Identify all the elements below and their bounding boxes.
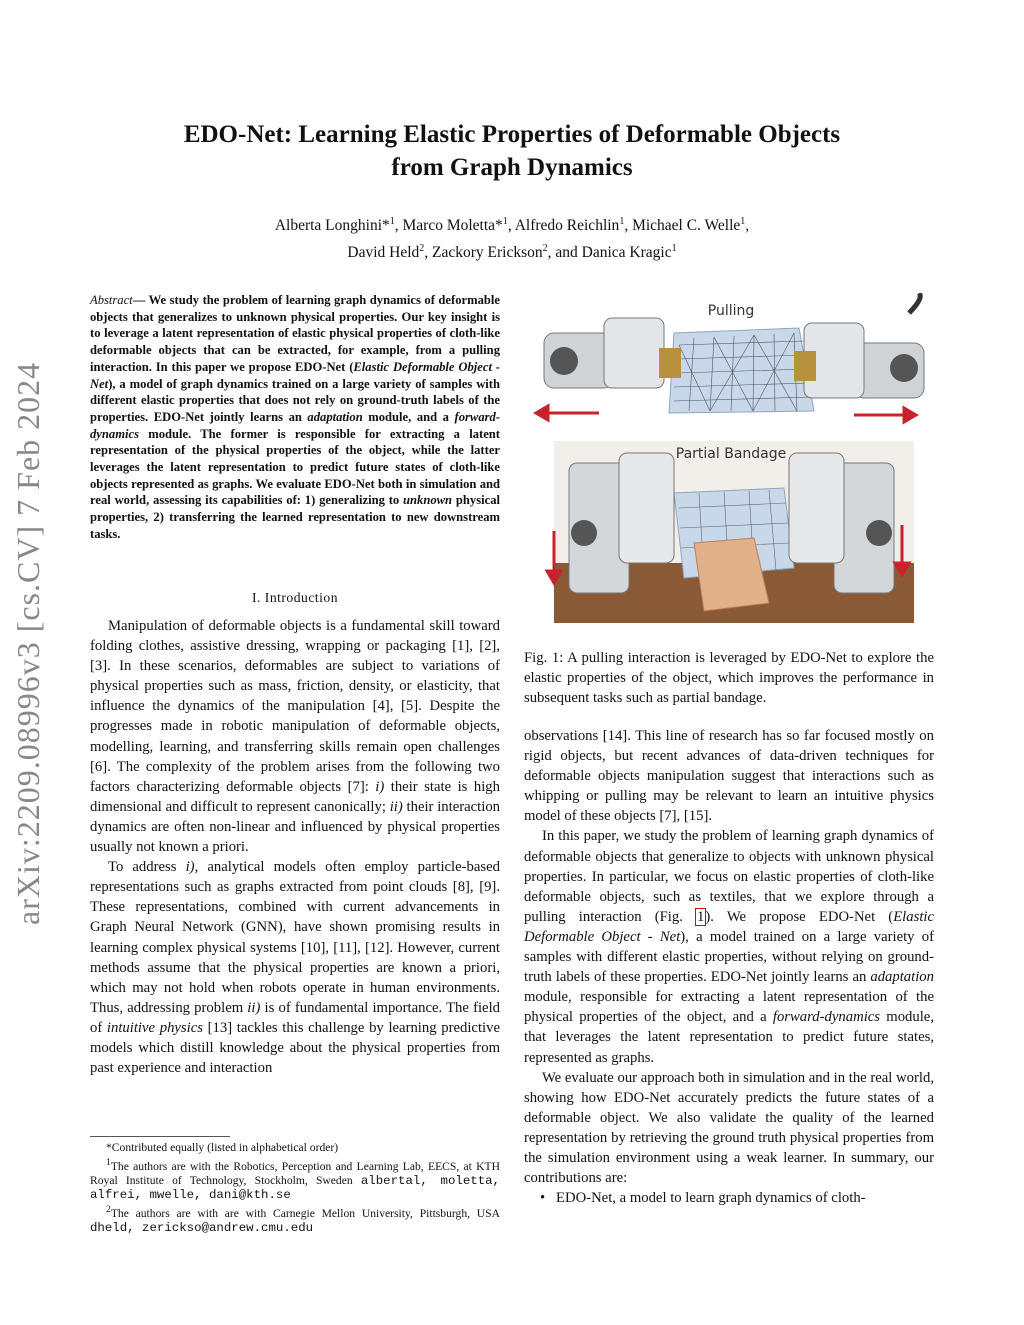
figure-label-pulling: Pulling xyxy=(707,303,755,319)
abstract-text: — We study the problem of learning graph dynamics of deformable objects that generalizes to unknown physical properties. Our key insight is to leverage a latent representation of elastic physical properties of cloth-like deformable objects that can be extracted, for example, from a pulling interaction. In this paper we propose EDO-Net ( xyxy=(90,293,500,374)
abstract-text: module. The former is responsible for extracting a latent representation of the physical properties of the object, while the latter leverages the latent representation to predict future states of cloth-like objects represented as graphs. We evaluate EDO-Net both in simulation and real world, assessing its capabilities of: 1) generalizing to xyxy=(90,426,500,508)
emphasis: intuitive physics xyxy=(106,1019,203,1036)
abstract-text: physical properties, 2) transferring the learned representation to new downstream tasks. xyxy=(90,493,500,541)
author-name: , Marco Moletta* xyxy=(394,217,503,235)
text-run: is of fundamental importance. The field of xyxy=(90,999,500,1036)
affiliation-mark: 2 xyxy=(419,243,425,255)
figure-illustration xyxy=(524,293,934,623)
footnote-mark: 1 xyxy=(106,1156,111,1168)
contribution-bullet xyxy=(524,1188,934,1208)
author-name: , Alfredo Reichlin xyxy=(507,217,620,235)
affiliation-mark: 1 xyxy=(671,243,677,255)
footnotes xyxy=(90,1136,500,1236)
author-name: Alberta Longhini* xyxy=(274,217,390,235)
footnote-3 xyxy=(90,1203,500,1236)
author-name: David Held xyxy=(347,244,420,262)
emphasis: i) xyxy=(375,778,385,795)
emphasis: adaptation xyxy=(870,969,934,986)
abstract-text: ), a model of graph dynamics trained on a large variety of samples with different elastic properties that does not rely on ground-truth labels of the properties. EDO-Net jointly learns an xyxy=(90,376,500,424)
abstract-label: Abstract xyxy=(90,293,133,307)
paragraph xyxy=(90,616,500,857)
footnote-text: The authors are with the Robotics, Perception and Learning Lab, EECS, at KTH Royal Institute of Technology, Stockholm, Sweden xyxy=(90,1159,500,1187)
author-name: , Zackory Erickson xyxy=(424,244,543,262)
author-list xyxy=(110,210,914,264)
figure-caption: Fig. 1: A pulling interaction is leveraged by EDO-Net to explore the elastic properties of the object, which improves the performance in subsequent tasks such as partial bandage. xyxy=(524,650,934,707)
abstract-emphasis: forward-dynamics xyxy=(90,409,501,441)
affiliation-mark: 1 xyxy=(619,216,625,227)
paragraph xyxy=(524,826,934,1067)
bullet-text: EDO-Net, a model to learn graph dynamics of cloth- xyxy=(556,1190,866,1207)
paragraph: We evaluate our approach both in simulation and in the real world, showing how EDO-Net accurately predicts the future states of a deformable object. We also validate the quality of the learned representation by retrieving the ground truth physical properties from the simulation environment using a weak learner. In summary, our contributions are: xyxy=(524,1069,934,1187)
footnote-2 xyxy=(90,1156,500,1203)
figure-reference-link[interactable]: 1 xyxy=(697,908,705,925)
text-run: To address xyxy=(108,859,186,876)
paragraph: observations [14]. This line of research has so far focused mostly on rigid objects, but recent advances of data-driven techniques for deformable objects manipulation suggest that interactions such as whipping or pulling may be relevant to learn an intuitive physics model of these objects [7], [15]. xyxy=(524,728,934,825)
author-line-2 xyxy=(110,237,914,264)
text-run: module, that leverages the latent representation to predict future states, represented as graphs. xyxy=(524,1009,935,1066)
author-line-1 xyxy=(110,210,914,237)
title-line-1: EDO-Net: Learning Elastic Properties of Deformable Objects xyxy=(183,121,841,148)
text-run: ), a model trained on a large variety of samples with different elastic properties, without relying on ground-truth labels of these properties. EDO-Net jointly learns an xyxy=(524,928,934,986)
abstract-emphasis: Elastic Deformable Object - Net xyxy=(90,359,500,391)
text-run: their interaction dynamics are often non-linear and influenced by physical properties usually not known a priori. xyxy=(90,798,501,856)
text-run: their state is high dimensional and difficult to represent canonically; xyxy=(90,778,500,815)
footnote-mark: 2 xyxy=(106,1203,111,1215)
emphasis: i) xyxy=(185,859,195,876)
email-list: albertal, moletta, alfrei, mwelle, dani@kth.se xyxy=(90,1173,500,1203)
paper-title xyxy=(80,118,944,184)
abstract xyxy=(90,292,500,543)
footnote-text: The authors are with are with Carnegie Mellon University, Pittsburgh, USA xyxy=(110,1206,500,1220)
text-run: [13] tackles this challenge by learning predictive models which distill knowledge about the physical properties from past experience and interaction xyxy=(90,1019,500,1077)
footnote-1: *Contributed equally (listed in alphabetical order) xyxy=(106,1141,339,1154)
affiliation-mark: 2 xyxy=(542,243,548,255)
abstract-emphasis: unknown xyxy=(403,493,453,508)
emphasis: Elastic Deformable Object - Net xyxy=(524,908,934,945)
abstract-emphasis: adaptation xyxy=(307,409,363,424)
right-column-body xyxy=(524,726,934,1208)
paragraph xyxy=(90,857,500,1078)
text-run: module, responsible for extracting a latent representation of the physical properties of the object, and a xyxy=(524,989,934,1026)
affiliation-mark: 1 xyxy=(389,216,395,227)
emphasis: ii) xyxy=(389,798,403,815)
affiliation-mark: 1 xyxy=(502,216,508,227)
title-line-2: from Graph Dynamics xyxy=(391,154,633,181)
email-list: dheld, zerickso@andrew.cmu.edu xyxy=(90,1221,314,1236)
arxiv-side-label: arXiv:2209.08996v3 [cs.CV] 7 Feb 2024 xyxy=(10,361,46,925)
author-name: , and Danica Kragic xyxy=(547,244,672,262)
emphasis: forward-dynamics xyxy=(772,1009,881,1026)
abstract-text: module, and a xyxy=(362,409,455,424)
figure-1 xyxy=(524,293,934,623)
text-run: In this paper, we study the problem of learning graph dynamics of deformable objects that generalize to objects with unknown physical properties. In particular, we focus on elastic properties of cloth-like deformable objects, such as textiles, that we explore through a pulling interaction (Fig. xyxy=(524,828,934,925)
footnote-rule xyxy=(90,1136,230,1137)
affiliation-mark: 1 xyxy=(740,216,746,227)
emphasis: ii) xyxy=(247,999,261,1016)
author-name: , Michael C. Welle xyxy=(624,217,741,235)
bullet-dot: • xyxy=(540,1190,546,1207)
figure-label-partial-bandage: Partial Bandage xyxy=(675,446,787,462)
text-run: Manipulation of deformable objects is a fundamental skill toward folding clothes, assistive dressing, wrapping or packaging [1], [2], [3]. In these scenarios, deformables are subject to variations of physical properties such as mass, friction, density, or elasticity, that influence the dynamics of the manipulation [4], [5]. Despite the progresses made in robotic manipulation of deformable objects, modelling, learning, and transferring skills remain open challenges [6]. The complexity of the problem arises from the following two factors characterizing deformable objects [7]: xyxy=(90,618,500,795)
section-heading: I. Introduction xyxy=(251,590,339,605)
text-run: , analytical models often employ particle-based representations such as graphs extracted from point clouds [8], [9]. These representations, combined with current advancements in Graph Neural Network (GNN), have shown promising results in learning complex physical systems [10], [11], [12]. However, current methods assume that the physical properties are known a priori, which may not hold when robots operate in human environments. Thus, addressing problem xyxy=(90,859,500,1016)
left-column-body xyxy=(90,616,500,1078)
author-separator: , xyxy=(745,217,750,235)
text-run: ). We propose EDO-Net ( xyxy=(705,908,894,925)
